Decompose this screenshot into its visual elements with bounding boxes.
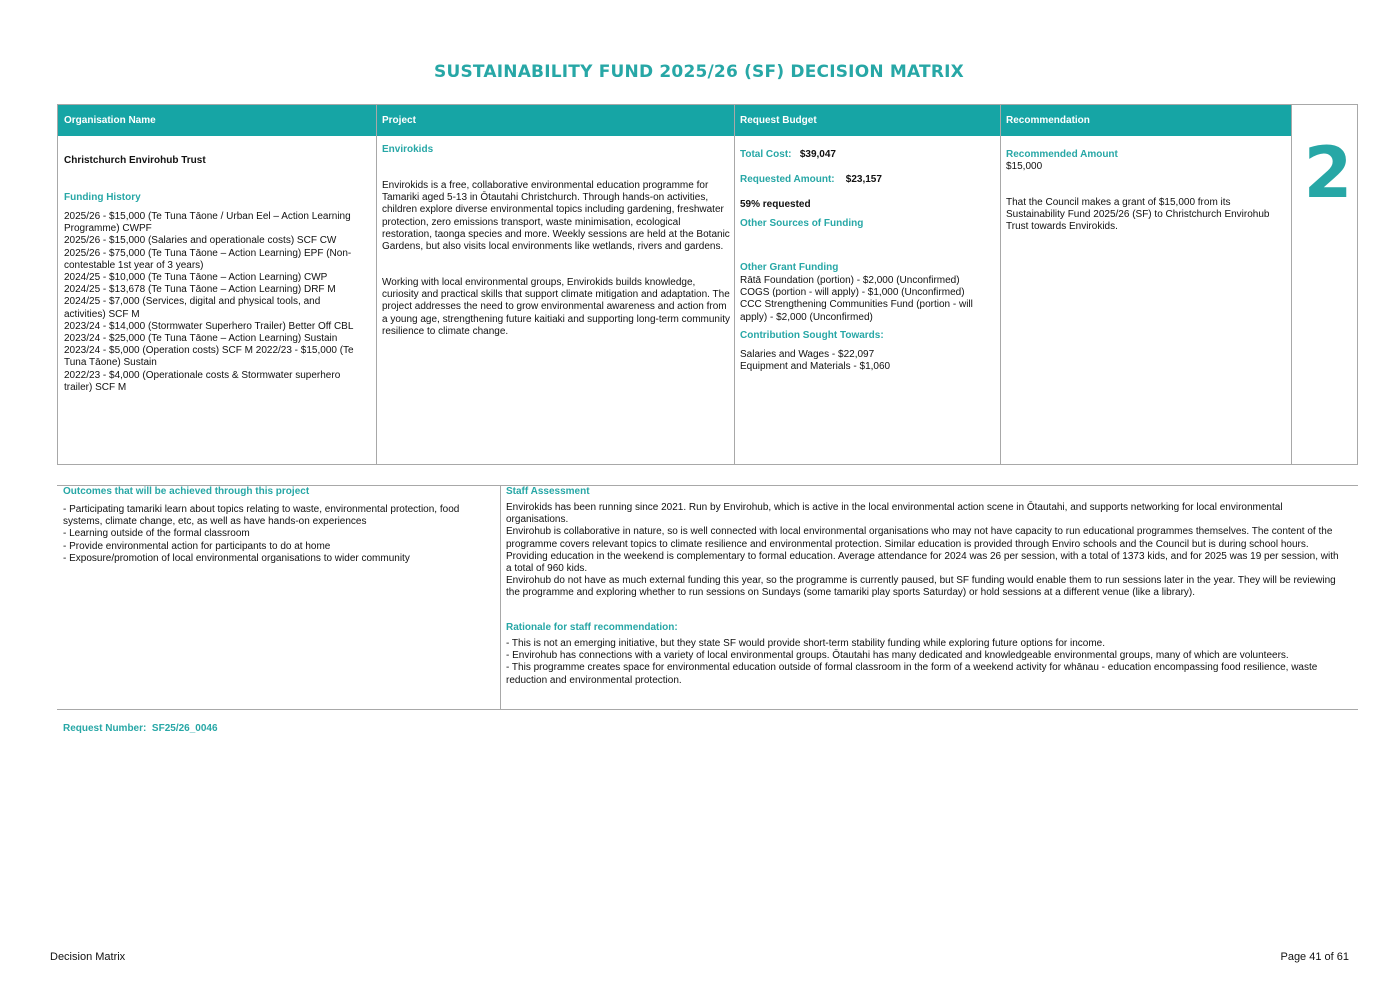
footer-left: Decision Matrix	[50, 951, 126, 963]
request-number-value: SF25/26_0046	[151, 723, 218, 734]
project-name: Envirokids	[382, 144, 434, 155]
page-title: SUSTAINABILITY FUND 2025/26 (SF) DECISION MATRIX	[434, 62, 964, 82]
percent-requested: 59% requested	[740, 199, 811, 210]
priority-number: 2	[1303, 132, 1353, 214]
outcome-item: - Learning outside of the formal classroom	[63, 528, 250, 540]
recommendation-text: That the Council makes a grant of $15,000 from its Sustainability Fund 2025/26 (SF) to Christchurch Envirohub Trust towards Envirokids.	[1006, 197, 1270, 233]
project-description: Working with local environmental groups, Envirokids builds knowledge, curiosity and practical skills that support climate mitigation and adaptation. The project addresses the need to grow environmental awareness and action from a young age, strengthening future kaitiaki and supporting long-term community resilience to climate change.	[382, 277, 730, 337]
project-description: Envirokids is a free, collaborative environmental education programme for Tamariki aged 5-13 in Ōtautahi Christchurch. Through hands-on activities, children explore diverse environmental topics including gardening, freshwater protection, zero emissions transport, waste minimisation, ecological restoration, taonga species and more. Weekly sessions are held at the Botanic Gardens, but also visits local environments like wetlands, rivers and gardens.	[382, 180, 730, 253]
assessment-paragraph: Envirohub do not have as much external funding this year, so the programme is currently paused, but SF funding would enable them to run sessions later in the year. They will be reviewing the programme and exploring whether to run sessions on Sundays (some tamariki play sports Saturday) or hold sessions at a different venue (like a library).	[506, 575, 1336, 599]
other-grant-item: CCC Strengthening Communities Fund (portion - will apply) - $2,000 (Unconfirmed)	[740, 299, 973, 323]
total-cost-value: $39,047	[799, 149, 836, 160]
rationale-label: Rationale for staff recommendation:	[506, 622, 678, 633]
recommended-amount-value: $15,000	[1006, 161, 1043, 172]
funding-history-item: 2024/25 - $10,000 (Te Tuna Tāone – Action Learning) CWP	[64, 272, 328, 284]
recommendation-column	[1006, 136, 1288, 464]
funding-history-item: 2022/23 - $4,000 (Operationale costs & Stormwater superhero trailer) SCF M	[64, 369, 344, 393]
funding-history-item: 2023/24 - $5,000 (Operation costs) SCF M 2022/23 - $15,000 (Te Tuna Tāone) Sustain	[64, 345, 357, 369]
contributions-list	[740, 349, 994, 373]
other-grant-label: Other Grant Funding	[740, 262, 839, 273]
column-divider	[1291, 105, 1292, 464]
funding-history-list	[64, 211, 360, 394]
funding-history-item: 2024/25 - $13,678 (Te Tuna Tāone – Action Learning) DRF M	[64, 284, 336, 296]
outcome-item: - Exposure/promotion of local environmental organisations to wider community	[63, 552, 410, 564]
outcomes-label: Outcomes that will be achieved through this project	[63, 486, 310, 497]
staff-assessment-label: Staff Assessment	[506, 486, 590, 497]
request-number-label: Request Number:	[63, 723, 147, 734]
request-number	[63, 723, 218, 735]
project-column	[382, 136, 732, 464]
header-recommendation: Recommendation	[1000, 105, 1291, 136]
outcome-item: - Provide environmental action for participants to do at home	[63, 540, 331, 552]
funding-history-item: 2025/26 - $75,000 (Te Tuna Tāone – Action Learning) EPF (Non-contestable 1st year of 3 years)	[64, 247, 352, 271]
requested-amount-label: Requested Amount:	[740, 174, 835, 185]
funding-history-label: Funding History	[64, 192, 141, 203]
other-grant-item: COGS (portion - will apply) - $1,000 (Unconfirmed)	[740, 287, 965, 299]
contribution-item: Equipment and Materials - $1,060	[740, 361, 891, 373]
outcome-item: - Participating tamariki learn about topics relating to waste, environmental protection, food systems, climate change, etc, as well as have hands-on experiences	[63, 504, 460, 528]
recommended-amount-label: Recommended Amount	[1006, 149, 1118, 160]
budget-column	[740, 136, 996, 464]
total-cost-row	[740, 149, 836, 161]
header-project: Project	[376, 105, 734, 136]
rationale-list	[506, 638, 1342, 687]
other-sources-label: Other Sources of Funding	[740, 218, 864, 229]
header-organisation: Organisation Name	[58, 105, 376, 136]
organisation-column	[64, 136, 364, 464]
rationale-item: - This programme creates space for environmental education outside of formal classroom in the form of a weekend activity for whānau - education encompassing food resilience, waste reduction and environmental protection.	[506, 662, 1318, 686]
assessment-paragraph: Envirokids has been running since 2021. Run by Envirohub, which is active in the local environmental action scene in Ōtautahi, and supports networking for local environmental organisations.	[506, 502, 1283, 526]
column-divider	[500, 486, 501, 709]
header-budget: Request Budget	[734, 105, 1000, 136]
total-cost-label: Total Cost:	[740, 149, 792, 160]
funding-history-item: 2023/24 - $14,000 (Stormwater Superhero Trailer) Better Off CBL	[64, 320, 354, 332]
funding-history-item: 2024/25 - $7,000 (Services, digital and physical tools, and activities) SCF M	[64, 296, 324, 320]
funding-history-item: 2025/26 - $15,000 (Te Tuna Tāone / Urban Eel – Action Learning Programme) CWPF	[64, 211, 354, 235]
footer-page-number: Page 41 of 61	[1280, 951, 1349, 963]
other-grants-list	[740, 275, 994, 324]
organisation-name: Christchurch Envirohub Trust	[64, 155, 206, 166]
requested-amount-row	[740, 174, 882, 186]
staff-assessment-text	[506, 502, 1342, 600]
column-divider	[376, 105, 377, 464]
funding-history-item: 2025/26 - $15,000 (Salaries and operationale costs) SCF CW	[64, 235, 337, 247]
decision-matrix-table	[57, 104, 1358, 465]
funding-history-item: 2023/24 - $25,000 (Te Tuna Tāone – Action Learning) Sustain	[64, 333, 338, 345]
assessment-section	[57, 485, 1358, 710]
contribution-item: Salaries and Wages - $22,097	[740, 349, 875, 360]
contribution-label: Contribution Sought Towards:	[740, 330, 884, 341]
assessment-paragraph: Envirohub is collaborative in nature, so is well connected with local environmental organisations who may not have capacity to run educational programmes themselves. The content of the programme covers relevant topics to climate resilience and environmental protection. Similar education is provided through Enviro schools and the Council but is during school hours. Providing education in the weekend is complementary to formal education. Average attendance for 2024 was 26 per session, with a total of 1373 kids, and for 2025 was 19 per session, with a total of 960 kids.	[506, 526, 1339, 575]
column-divider	[734, 105, 735, 464]
rationale-item: - This is not an emerging initiative, but they state SF would provide short-term stability funding while exploring future options for income.	[506, 638, 1105, 649]
outcomes-list	[63, 504, 491, 565]
other-grant-item: Rātā Foundation (portion) - $2,000 (Unconfirmed)	[740, 275, 960, 286]
requested-amount-value: $23,157	[845, 174, 882, 185]
column-divider	[1000, 105, 1001, 464]
rationale-item: - Envirohub has connections with a variety of local environmental groups. Ōtautahi has many dedicated and knowledgeable environmental groups, many of which are volunteers.	[506, 650, 1289, 662]
